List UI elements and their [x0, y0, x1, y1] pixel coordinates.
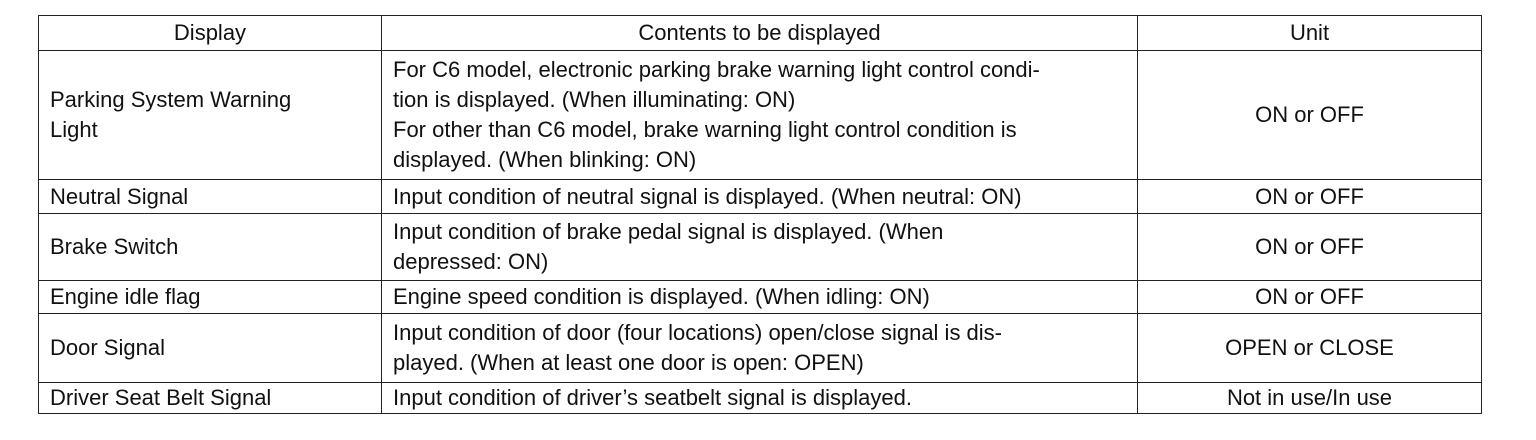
header-unit: Unit	[1138, 16, 1482, 51]
contents-line: Input condition of door (four locations) open/close signal is dis-	[393, 320, 1003, 345]
contents-line: depressed: ON)	[393, 249, 549, 274]
contents-line: For C6 model, electronic parking brake warning light control condi-	[393, 57, 1040, 82]
display-cell	[39, 281, 382, 314]
contents-line: Input condition of driver’s seatbelt signal is displayed.	[393, 385, 912, 410]
display-line: Parking System Warning	[50, 87, 292, 112]
contents-cell	[382, 281, 1138, 314]
unit-cell: ON or OFF	[1138, 281, 1482, 314]
contents-cell	[382, 314, 1138, 383]
display-line: Driver Seat Belt Signal	[50, 385, 272, 410]
contents-line: Input condition of brake pedal signal is displayed. (When	[393, 219, 944, 244]
table-header-row	[39, 16, 1482, 51]
display-line: Neutral Signal	[50, 183, 189, 209]
contents-cell	[382, 51, 1138, 180]
unit-cell: Not in use/In use	[1138, 383, 1482, 414]
contents-line: For other than C6 model, brake warning light control condition is	[393, 117, 1017, 142]
display-line: Light	[50, 117, 98, 142]
unit-cell: OPEN or CLOSE	[1138, 314, 1482, 383]
contents-line: tion is displayed. (When illuminating: ON)	[393, 87, 796, 112]
display-line: Engine idle flag	[50, 284, 201, 309]
table-row-driver-seat-belt-signal	[39, 383, 1482, 414]
table-row-parking-system-warning-light	[39, 51, 1482, 180]
data-monitor-table	[38, 15, 1482, 414]
table-row-engine-idle-flag	[39, 281, 1482, 314]
display-line: Door Signal	[50, 335, 165, 360]
display-cell	[39, 214, 382, 281]
display-line: Brake Switch	[50, 234, 179, 259]
display-cell	[39, 180, 382, 214]
contents-cell	[382, 383, 1138, 414]
display-cell	[39, 51, 382, 180]
contents-cell	[382, 214, 1138, 281]
unit-cell: ON or OFF	[1138, 214, 1482, 281]
contents-cell	[382, 180, 1138, 214]
header-display: Display	[39, 16, 382, 51]
table-row-door-signal	[39, 314, 1482, 383]
table-row-neutral-signal	[39, 180, 1482, 214]
contents-line: Input condition of neutral signal is displayed. (When neutral: ON)	[393, 183, 1022, 209]
contents-line: Engine speed condition is displayed. (When idling: ON)	[393, 284, 930, 309]
display-cell	[39, 383, 382, 414]
unit-cell: ON or OFF	[1138, 180, 1482, 214]
contents-line: played. (When at least one door is open: OPEN)	[393, 350, 864, 375]
header-contents: Contents to be displayed	[382, 16, 1138, 51]
unit-cell: ON or OFF	[1138, 51, 1482, 180]
display-cell	[39, 314, 382, 383]
table-row-brake-switch	[39, 214, 1482, 281]
contents-line: displayed. (When blinking: ON)	[393, 147, 697, 172]
